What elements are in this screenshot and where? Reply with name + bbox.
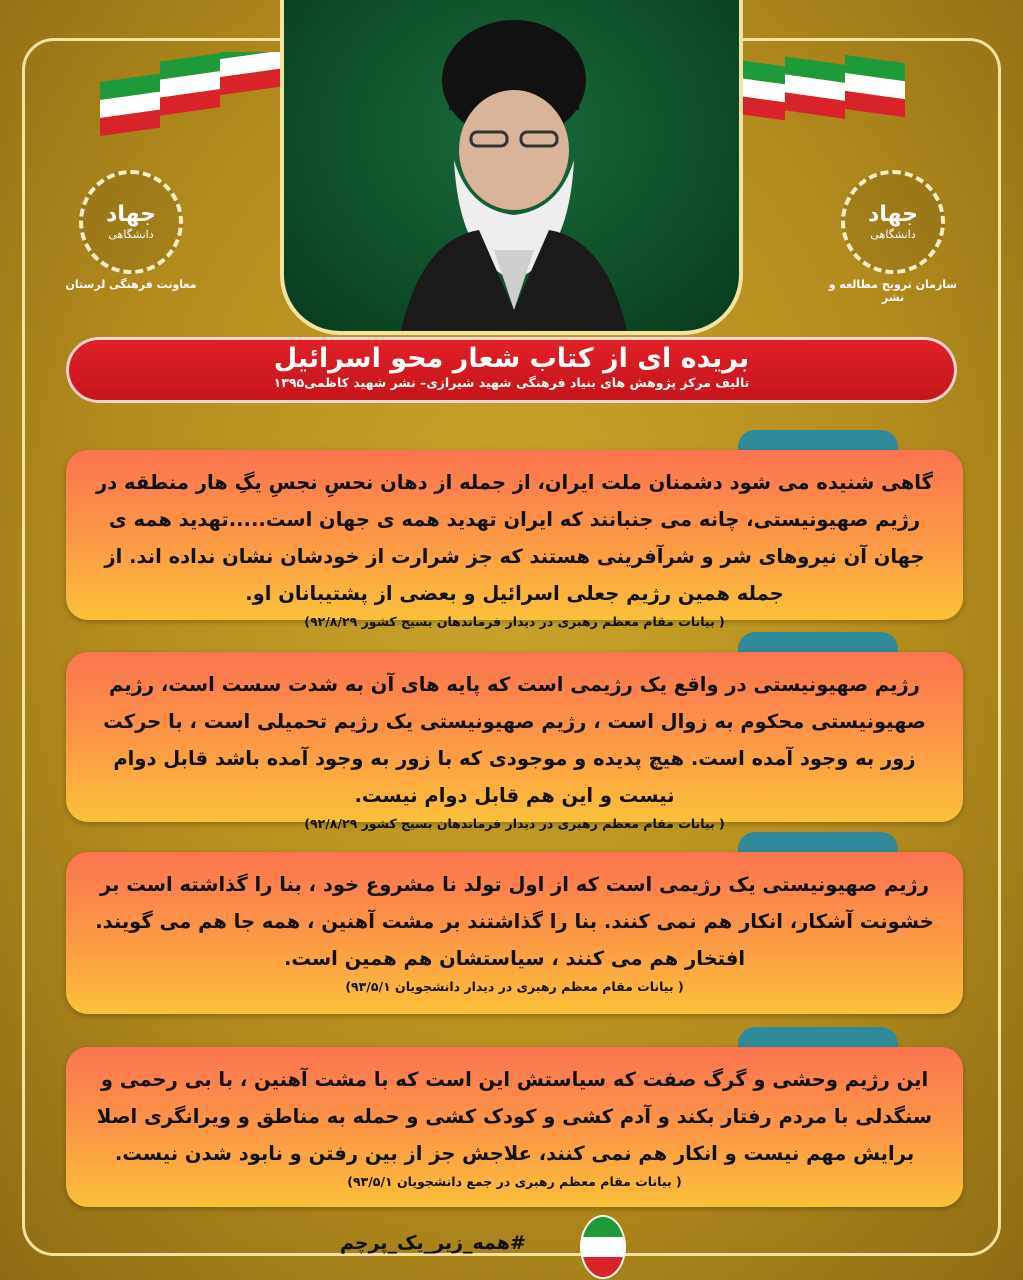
quote-source: ( بیانات مقام معظم رهبری در دیدار فرماندهان بسیج کشور ۹۲/۸/۲۹)	[304, 816, 725, 831]
portrait-image	[379, 10, 649, 335]
quote-text: این رژیم وحشی و گرگ صفت که سیاستش این است که با مشت آهنین ، با بی رحمی و سنگدلی با مردم رفتار بکند و آدم کشی و کودک کشی و حمله به مناطق و ویرانگری اصلا برایش مهم نیست و انکار هم نمی کنند، علاجش جز از بین رفتن و نابود شدن نیست.	[96, 1068, 933, 1165]
quote-text: رژیم صهیونیستی یک رژیمی است که از اول تولد نا مشروع خود ، بنا را گذاشته است بر خشونت آشکار، انکار هم نمی کنند. بنا را گذاشتند بر مشت آهنین ، همه جا هم می گویند. افتخار هم می کنند ، سیاستشان هم همین است.	[95, 873, 934, 970]
jahad-logo-left	[56, 170, 206, 291]
page-title: بریده ای از کتاب شعار محو اسرائیل	[273, 343, 750, 374]
logo-word: جهاد	[106, 201, 156, 227]
jahad-emblem-icon	[841, 170, 945, 274]
quote-source: ( بیانات مقام معظم رهبری در جمع دانشجویان ۹۳/۵/۱)	[347, 1174, 682, 1189]
portrait-arch	[280, 0, 743, 335]
quote-text: رژیم صهیونیستی در واقع یک رژیمی است که پایه های آن به شدت سست است، رژیم صهیونیستی محکوم به زوال است ، رژیم صهیونیستی یک رژیم تحمیلی است ، با حرکت زور به وجود آمده است. هیچ پدیده و موجودی که با زور به وجود آمده باشد قابل دوام نیست و این هم قابل دوام نیست.	[103, 673, 926, 807]
iran-flag-right	[725, 52, 905, 142]
quote-source: ( بیانات مقام معظم رهبری در دیدار دانشجویان ۹۳/۵/۱)	[345, 979, 684, 994]
page-subtitle: تالیف مرکز پژوهش های بنیاد فرهنگی شهید شیرازی– نشر شهید کاظمی۱۳۹۵	[273, 375, 750, 390]
title-banner	[66, 337, 957, 403]
flag-badge-icon	[580, 1215, 626, 1279]
quote-card	[66, 852, 963, 1014]
hashtag: #همه_زیر_یک_پرچم	[340, 1232, 526, 1254]
logo-caption: معاونت فرهنگی لرستان	[65, 278, 197, 291]
logo-word: جهاد	[868, 201, 918, 227]
quote-card	[66, 1047, 963, 1207]
logo-sub: دانشگاهی	[870, 227, 916, 241]
quote-text: گاهی شنیده می شود دشمنان ملت ایران، از جمله از دهان نحسِ نجسِ یگِ هار منطقه در رژیم صهیونیستی، چانه می جنبانند که ایران تهدید همه ی جهان است.....تهدید همه ی جهان آن نیروهای شر و شرآفرینی هستند که جز شرارت از خودشان نشان نداده اند. از جمله همین رژیم جعلی اسرائیل و بعضی از پشتیبانان او.	[96, 471, 933, 605]
jahad-emblem-icon	[79, 170, 183, 274]
quote-source: ( بیانات مقام معظم رهبری در دیدار فرماندهان بسیج کشور ۹۲/۸/۲۹)	[304, 614, 725, 629]
iran-flag-left	[100, 52, 280, 142]
quote-card	[66, 450, 963, 629]
logo-sub: دانشگاهی	[108, 227, 154, 241]
jahad-logo-right	[818, 170, 968, 304]
logo-caption: سازمان ترویج مطالعه و نشر	[828, 278, 958, 304]
quote-card	[66, 652, 963, 831]
